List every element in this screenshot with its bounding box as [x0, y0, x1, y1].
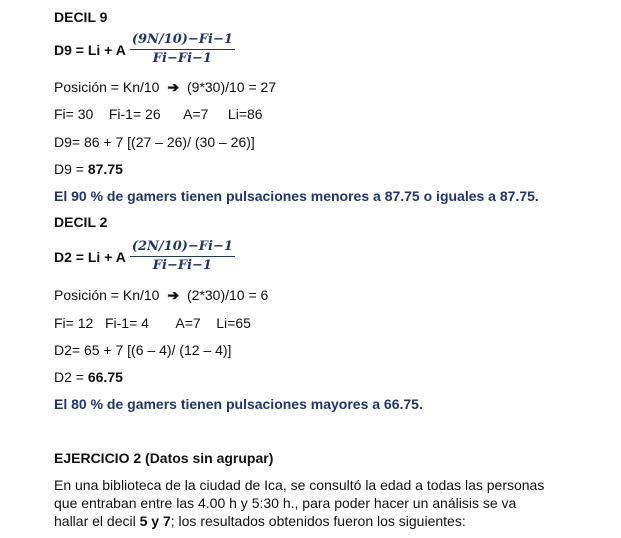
decil9-numerator: (9N/10)−Fi−1	[130, 32, 235, 50]
ejercicio-text-line3	[54, 512, 466, 530]
decil2-result-value: 66.75	[87, 369, 123, 385]
decil9-params: Fi= 30 Fi-1= 26 A=7 Li=86	[54, 106, 263, 122]
decil2-denominator: Fi−Fi−1	[152, 258, 212, 273]
decil2-fraction	[130, 239, 235, 274]
decil2-conclusion: El 80 % de gamers tienen pulsaciones mayores a 66.75.	[54, 396, 423, 412]
ejercicio-line3-pre: hallar el decil	[54, 513, 140, 529]
ejercicio-heading: EJERCICIO 2 (Datos sin agrupar)	[54, 450, 274, 466]
ejercicio-text-line2: que entraban entre las 4.00 h y 5:30 h., para poder hacer un análisis se va	[54, 495, 517, 511]
ejercicio-line3-bold: 5 y 7	[139, 513, 171, 529]
decil2-position-value: (2*30)/10 = 6	[186, 287, 269, 303]
decil9-heading: DECIL 9	[54, 9, 108, 25]
decil9-denominator: Fi−Fi−1	[152, 51, 212, 66]
decil9-conclusion: El 90 % de gamers tienen pulsaciones menores a 87.75 o iguales a 87.75.	[54, 188, 539, 204]
decil9-calculation: D9= 86 + 7 [(27 – 26)/ (30 – 26)]	[54, 134, 255, 150]
decil2-numerator: (2N/10)−Fi−1	[130, 239, 235, 257]
arrow-right-icon: ➔	[167, 79, 180, 95]
decil9-formula	[54, 32, 235, 67]
decil2-position	[54, 286, 268, 304]
decil2-formula-lhs: D2 = Li + A	[54, 248, 126, 265]
decil9-position-value: (9*30)/10 = 27	[186, 79, 277, 95]
decil2-params: Fi= 12 Fi-1= 4 A=7 Li=65	[54, 315, 251, 331]
decil2-heading: DECIL 2	[54, 214, 108, 230]
decil2-calculation: D2= 65 + 7 [(6 – 4)/ (12 – 4)]	[54, 342, 232, 358]
arrow-right-icon: ➔	[167, 287, 180, 303]
decil2-position-label: Posición = Kn/10	[54, 287, 160, 303]
ejercicio-text-line1: En una biblioteca de la ciudad de Ica, se consultó la edad a todas las personas	[54, 477, 545, 493]
decil2-result	[54, 368, 123, 386]
decil9-fraction	[130, 32, 235, 67]
decil9-result	[54, 160, 123, 178]
decil2-result-label: D2 =	[54, 369, 88, 385]
decil9-formula-lhs: D9 = Li + A	[54, 41, 126, 58]
decil9-result-label: D9 =	[54, 161, 88, 177]
decil9-result-value: 87.75	[87, 161, 123, 177]
decil9-position-label: Posición = Kn/10	[54, 79, 160, 95]
decil2-formula	[54, 239, 235, 274]
ejercicio-line3-post: ; los resultados obtenidos fueron los siguientes:	[170, 513, 466, 529]
decil9-position	[54, 78, 276, 96]
